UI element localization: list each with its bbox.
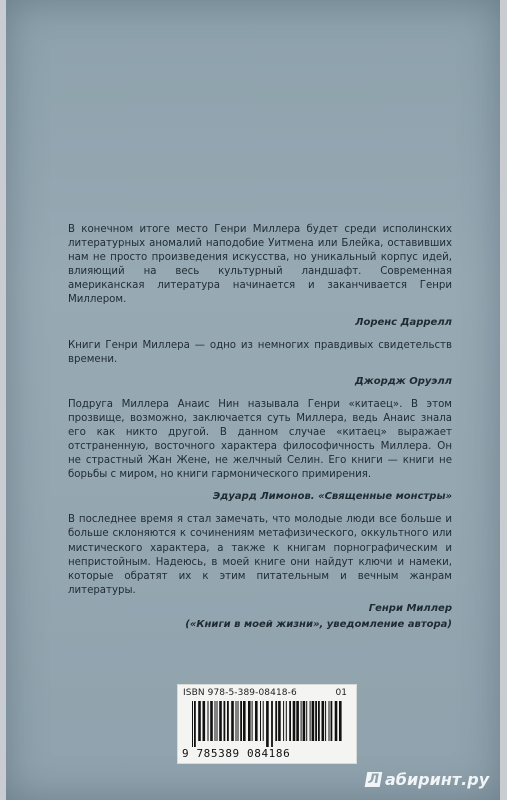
barcode-bar xyxy=(203,701,206,741)
barcode-bar xyxy=(208,701,209,741)
labirint-watermark xyxy=(366,770,489,789)
barcode-bar xyxy=(231,701,234,741)
barcode-bar xyxy=(266,701,269,747)
barcode-bar xyxy=(301,701,302,741)
barcode-bar xyxy=(310,701,311,741)
barcode-bar xyxy=(283,701,284,741)
barcode-bar xyxy=(215,701,216,741)
quote-orwell-text: Книги Генри Миллера — одно из немногих правдивых свидетельств времени. xyxy=(68,339,452,365)
quote-orwell-author: Джордж Оруэлл xyxy=(354,375,452,387)
barcode-bar xyxy=(255,701,258,741)
quote-durrell-text: В конечном итоге место Генри Миллера будет среди исполинских литературных аномалий наподобие Уитмена или Блейка, оставивших нам не просто произведения искусства, но уникальный корпус идей, влияющий на весь культурный ландшафт. Современная американская литература начинается и заканчивается Генри Миллером. xyxy=(68,224,452,306)
barcode-bar xyxy=(238,701,239,741)
barcode-bar xyxy=(289,701,291,741)
barcode-bar xyxy=(194,701,196,747)
isbn-barcode-label xyxy=(177,684,357,764)
barcode-bar xyxy=(315,701,317,741)
barcode-bar xyxy=(224,701,226,741)
barcode-bar xyxy=(335,701,338,741)
barcode-bar xyxy=(260,701,261,741)
barcode-bar xyxy=(248,701,251,741)
barcode-bar xyxy=(275,701,277,741)
quote-miller-source: («Книги в моей жизни», уведомление автора) xyxy=(185,618,452,630)
isbn-addon-code: 01 xyxy=(335,688,347,698)
barcode-bar xyxy=(210,701,213,741)
isbn-number: ISBN 978-5-389-08418-6 xyxy=(183,688,297,698)
barcode-bar xyxy=(293,701,296,741)
barcode-bar xyxy=(339,701,342,741)
barcode-bar xyxy=(331,701,333,741)
barcode-bar xyxy=(192,701,193,747)
barcode-bar xyxy=(198,701,201,741)
barcode-bar xyxy=(252,701,253,741)
quote-limonov-text: Подруга Миллера Анаис Нин называла Генри «китаец». В этом прозвище, возможно, заключается суть Миллера, ведь Анаис знала его как никто другой. В данном случае «китаец» выражает отстраненную, восточного характера философичность Миллера. Он не страстный Жан Жене, не желчный Селин. Его книги — книги не борьбы с миром, но книги гармонического примирения. xyxy=(68,398,452,481)
barcode-bar xyxy=(217,701,218,741)
quote-durrell-author: Лоренс Даррелл xyxy=(355,316,452,328)
barcode-bars xyxy=(192,701,346,747)
barcode-bar xyxy=(322,701,325,741)
barcode-bar xyxy=(271,701,273,747)
barcode-bar xyxy=(325,701,326,741)
barcode-bar xyxy=(329,701,330,741)
barcode-bar xyxy=(318,701,320,741)
labirint-logo-text: абиринт.ру xyxy=(385,770,490,789)
quotes-block xyxy=(68,223,452,632)
barcode-bar xyxy=(278,701,281,741)
barcode-bar xyxy=(303,701,306,741)
quote-miller-author: Генри Миллер xyxy=(368,602,452,614)
barcode-bar xyxy=(306,701,307,741)
ean-digits: 9 785389 084186 xyxy=(182,747,291,760)
barcode-bar xyxy=(286,701,287,741)
barcode-bar xyxy=(227,701,229,741)
barcode-bar xyxy=(263,701,264,741)
labirint-logo-icon: Л xyxy=(365,772,383,787)
barcode-bar xyxy=(312,701,315,741)
quote-limonov-author: Эдуард Лимонов. «Священные монстры» xyxy=(212,491,452,503)
barcode-bar xyxy=(240,701,242,741)
quote-miller-text: В последнее время я стал замечать, что молодые люди все больше и больше склоняются к сочинениям метафизического, оккультного или мистического характера, а также к книгам порнографическим и непристойным. Надеюсь, в моей книге они найдут ключи и намеки, которые обратят их к этим питательным и вечным жанрам литературы. xyxy=(68,514,452,596)
book-back-cover xyxy=(6,0,500,800)
barcode-bar xyxy=(236,701,237,741)
barcode-bar xyxy=(296,701,299,741)
barcode-bar xyxy=(219,701,222,741)
barcode-bar xyxy=(243,701,246,741)
